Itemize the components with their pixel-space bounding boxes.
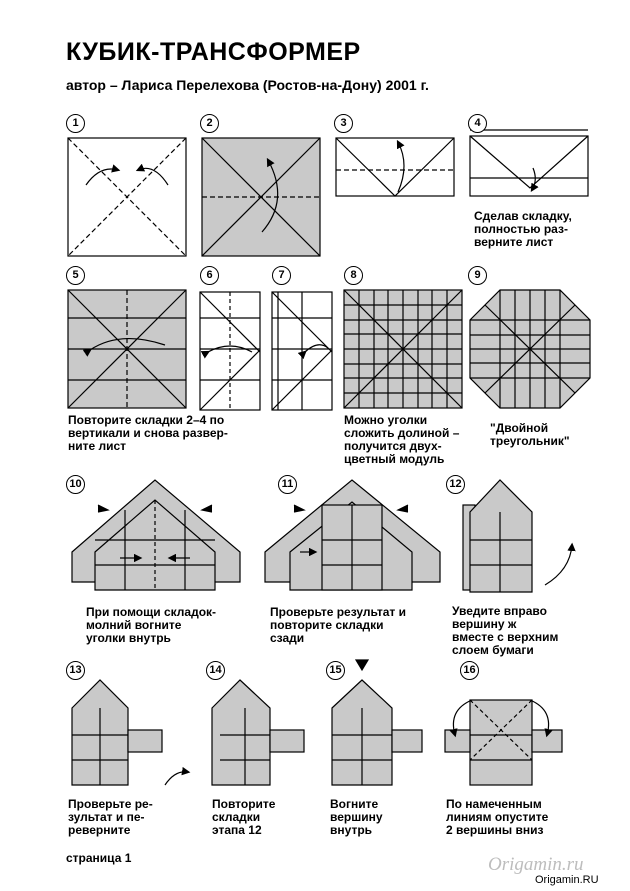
watermark: Origamin.ru bbox=[488, 854, 584, 875]
step-13-caption: Проверьте ре- зультат и пе- реверните bbox=[68, 797, 153, 837]
step-number-12: 12 bbox=[446, 475, 465, 494]
step-3-figure bbox=[336, 138, 454, 196]
step-9-figure bbox=[470, 290, 590, 408]
step-15-figure bbox=[332, 660, 422, 785]
step-number-1: 1 bbox=[66, 114, 85, 133]
step-number-14: 14 bbox=[206, 661, 225, 680]
step-16-caption: По намеченным линиям опустите 2 вершины вниз bbox=[446, 797, 549, 837]
site-label: Origamin.RU bbox=[535, 874, 599, 886]
step-number-11: 11 bbox=[278, 475, 297, 494]
step-10-caption: При помощи складок- молний вогните уголки внутрь bbox=[86, 605, 217, 645]
step-7-figure bbox=[272, 292, 332, 410]
step-number-16: 16 bbox=[460, 661, 479, 680]
step-5-caption: Повторите складки 2–4 по вертикали и снова развер- ните лист bbox=[68, 413, 228, 453]
step-10-figure bbox=[72, 480, 240, 590]
step-11-caption: Проверьте результат и повторите складки сзади bbox=[270, 605, 406, 645]
step-9-caption: "Двойной треугольник" bbox=[490, 421, 570, 448]
step-11-figure bbox=[265, 480, 440, 590]
step-12-caption: Уведите вправо вершину ж вместе с верхним слоем бумаги bbox=[452, 604, 559, 657]
step-number-3: 3 bbox=[334, 114, 353, 133]
step-number-13: 13 bbox=[66, 661, 85, 680]
step-14-caption: Повторите складки этапа 12 bbox=[212, 797, 276, 837]
step-15-caption: Вогните вершину внутрь bbox=[330, 797, 383, 837]
page-number: страница 1 bbox=[66, 851, 132, 865]
step-number-6: 6 bbox=[200, 266, 219, 285]
step-1-figure bbox=[68, 138, 186, 256]
step-2-figure bbox=[202, 138, 320, 256]
step-number-7: 7 bbox=[272, 266, 291, 285]
step-12-figure bbox=[463, 480, 572, 592]
step-8-figure bbox=[344, 290, 462, 408]
step-4-figure bbox=[470, 130, 588, 196]
step-number-2: 2 bbox=[200, 114, 219, 133]
step-16-figure bbox=[445, 700, 562, 785]
step-number-10: 10 bbox=[66, 475, 85, 494]
step-8-caption: Можно уголки сложить долиной – получится двух- цветный модуль bbox=[344, 413, 460, 466]
step-number-5: 5 bbox=[66, 266, 85, 285]
page-title: КУБИК-ТРАНСФОРМЕР bbox=[66, 38, 361, 66]
author-line: автор – Лариса Перелехова (Ростов-на-Дону) 2001 г. bbox=[66, 77, 429, 93]
step-14-figure bbox=[212, 680, 304, 785]
step-6-figure bbox=[200, 292, 260, 410]
step-number-8: 8 bbox=[344, 266, 363, 285]
step-4-caption: Сделав складку, полностью раз- верните лист bbox=[474, 209, 572, 249]
step-13-figure bbox=[72, 680, 188, 785]
step-number-9: 9 bbox=[468, 266, 487, 285]
step-number-15: 15 bbox=[326, 661, 345, 680]
step-number-4: 4 bbox=[468, 114, 487, 133]
step-5-figure bbox=[68, 290, 186, 408]
